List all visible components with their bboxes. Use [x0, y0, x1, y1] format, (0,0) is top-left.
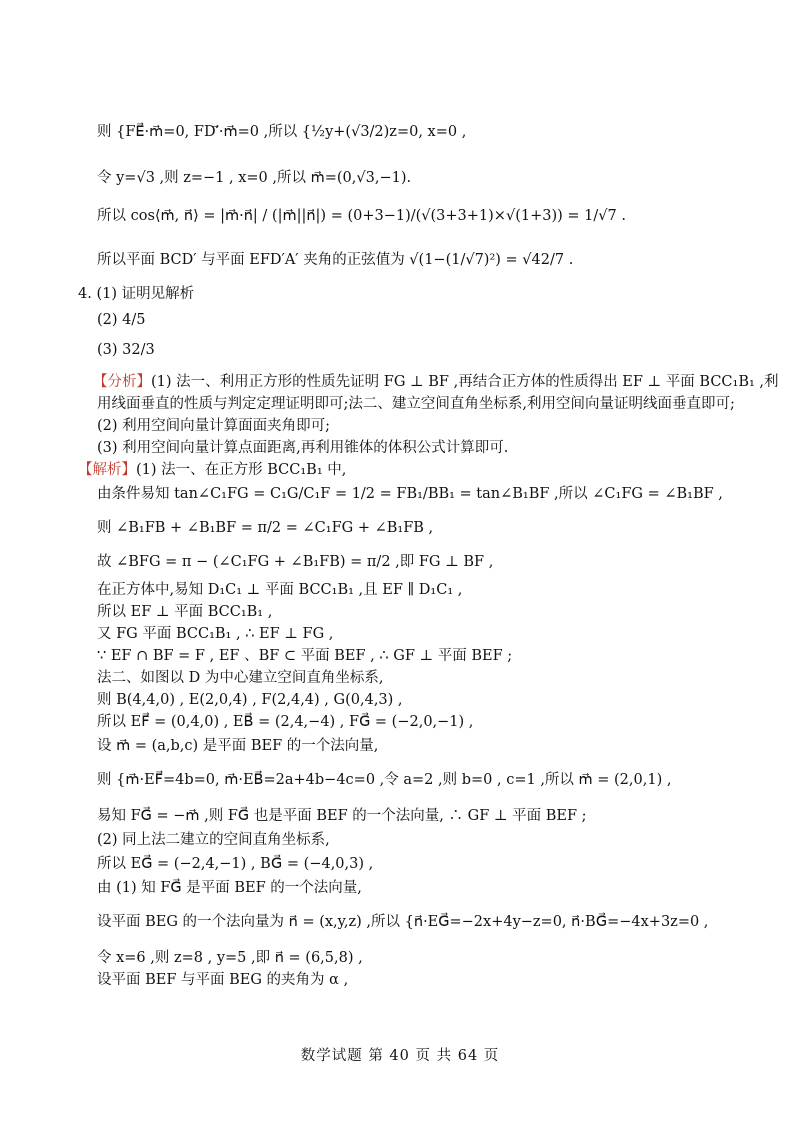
text-line: 则 B(4,4,0) , E(2,0,4) , F(2,4,4) , G(0,4,3) , [97, 692, 403, 708]
text-line: 由条件易知 tan∠C₁FG = C₁G/C₁F = 1/2 = FB₁/BB₁ = tan∠B₁BF ,所以 ∠C₁FG = ∠B₁BF , [97, 486, 723, 502]
text-line: 所以 cos⟨m⃗, n⃗⟩ = |m⃗·n⃗| / (|m⃗||n⃗|) = (0+3−1)/(√(3+3+1)×√(1+3)) = 1/√7 . [97, 208, 626, 224]
text-line: 令 y=√3 ,则 z=−1 , x=0 ,所以 m⃗=(0,√3,−1). [97, 170, 412, 186]
text-line: 法二、如图以 D 为中心建立空间直角坐标系, [97, 670, 384, 686]
text-line: (2) 4/5 [97, 312, 146, 328]
text-line: (2) 同上法二建立的空间直角坐标系, [97, 832, 330, 848]
text-line: ∵ EF ∩ BF = F , EF 、BF ⊂ 平面 BEF , ∴ GF ⊥ 平面 BEF ; [97, 648, 513, 664]
text-line: (3) 32/3 [97, 342, 155, 358]
text-line: 由 (1) 知 FG⃗ 是平面 BEF 的一个法向量, [97, 880, 362, 896]
section-tag: 【解析】 [78, 462, 136, 478]
text-line: 故 ∠BFG = π − (∠C₁FG + ∠B₁FB) = π/2 ,即 FG ⊥ BF , [97, 554, 494, 570]
text-line: 则 {m⃗·EF⃗=4b=0, m⃗·EB⃗=2a+4b−4c=0 ,令 a=2 ,则 b=0 , c=1 ,所以 m⃗ = (2,0,1) , [97, 772, 672, 788]
text-line: 用线面垂直的性质与判定定理证明即可;法二、建立空间直角坐标系,利用空间向量证明线面垂直即可; [97, 396, 735, 412]
text-line: 所以 EG⃗ = (−2,4,−1) , BG⃗ = (−4,0,3) , [97, 856, 374, 872]
text-line: 令 x=6 ,则 z=8 , y=5 ,即 n⃗ = (6,5,8) , [97, 950, 363, 966]
text-line: 【解析】(1) 法一、在正方形 BCC₁B₁ 中, [78, 462, 347, 478]
text-line: (2) 利用空间向量计算面面夹角即可; [97, 418, 331, 434]
text-line: 则 ∠B₁FB + ∠B₁BF = π/2 = ∠C₁FG + ∠B₁FB , [97, 520, 434, 536]
text-line: 【分析】(1) 法一、利用正方形的性质先证明 FG ⊥ BF ,再结合正方体的性质得出 EF ⊥ 平面 BCC₁B₁ ,利 [93, 374, 779, 390]
text-line: (3) 利用空间向量计算点面距离,再利用锥体的体积公式计算即可. [97, 440, 509, 456]
text-line: 在正方体中,易知 D₁C₁ ⊥ 平面 BCC₁B₁ ,且 EF ∥ D₁C₁ , [97, 582, 463, 598]
text-line: 所以 EF⃗ = (0,4,0) , EB⃗ = (2,4,−4) , FG⃗ = (−2,0,−1) , [97, 714, 474, 730]
text-line: 又 FG 平面 BCC₁B₁ , ∴ EF ⊥ FG , [97, 626, 334, 642]
text-line: 4. (1) 证明见解析 [78, 286, 195, 302]
text-line: 所以 EF ⊥ 平面 BCC₁B₁ , [97, 604, 273, 620]
page-footer: 数学试题 第 40 页 共 64 页 [300, 1048, 500, 1064]
text-line: 设平面 BEG 的一个法向量为 n⃗ = (x,y,z) ,所以 {n⃗·EG⃗=−2x+4y−z=0, n⃗·BG⃗=−4x+3z=0 , [97, 914, 709, 930]
text-line: 设平面 BEF 与平面 BEG 的夹角为 α , [97, 972, 349, 988]
text-line: 则 {FE⃗·m⃗=0, FD′⃗·m⃗=0 ,所以 {½y+(√3/2)z=0, x=0 , [97, 124, 467, 140]
section-tag: 【分析】 [93, 374, 151, 390]
text-line: 易知 FG⃗ = −m⃗ ,则 FG⃗ 也是平面 BEF 的一个法向量, ∴ GF ⊥ 平面 BEF ; [97, 808, 587, 824]
text-line: 所以平面 BCD′ 与平面 EFD′A′ 夹角的正弦值为 √(1−(1/√7)²) = √42/7 . [97, 252, 574, 268]
text-line: 设 m⃗ = (a,b,c) 是平面 BEF 的一个法向量, [97, 738, 379, 754]
